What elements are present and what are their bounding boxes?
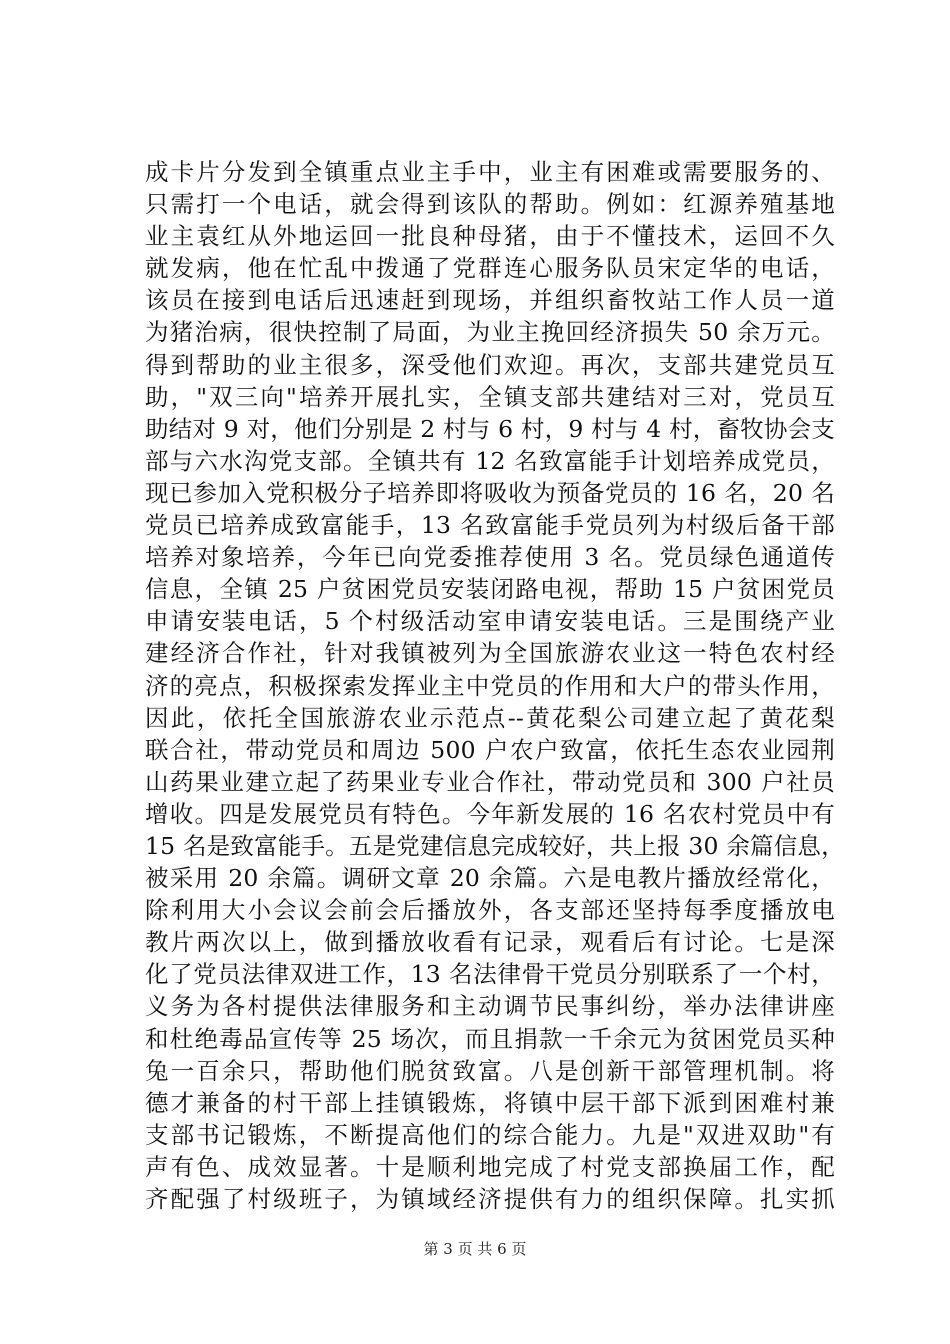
text-line: 现已参加入党积极分子培养即将吸收为预备党员的 16 名，20 名: [145, 478, 835, 507]
text-line: 建经济合作社，针对我镇被列为全国旅游农业这一特色农村经: [145, 639, 835, 668]
text-line: 除利用大小会议会前会后播放外，各支部还坚持每季度播放电: [145, 896, 835, 925]
text-line: 增收。四是发展党员有特色。今年新发展的 16 名农村党员中有: [145, 799, 835, 828]
text-line: 联合社，带动党员和周边 500 户农户致富，依托生态农业园荆: [145, 735, 835, 764]
text-line: 信息，全镇 25 户贫困党员安装闭路电视，帮助 15 户贫困党员: [145, 575, 835, 604]
text-line: 义务为各村提供法律服务和主动调节民事纠纷，举办法律讲座: [145, 992, 835, 1021]
text-line: 党员已培养成致富能手，13 名致富能手党员列为村级后备干部: [145, 511, 835, 540]
text-line: 申请安装电话，5 个村级活动室申请安装电话。三是围绕产业: [145, 607, 835, 636]
text-line: 就发病，他在忙乱中拨通了党群连心服务队员宋定华的电话，: [145, 254, 835, 283]
text-line: 部与六水沟党支部。全镇共有 12 名致富能手计划培养成党员，: [145, 446, 835, 475]
text-line: 教片两次以上，做到播放收看有记录，观看后有讨论。七是深: [145, 928, 835, 957]
text-line: 山药果业建立起了药果业专业合作社，带动党员和 300 户社员: [145, 767, 835, 796]
text-line: 德才兼备的村干部上挂镇锻炼，将镇中层干部下派到困难村兼: [145, 1088, 835, 1117]
text-line: 助，"双三向"培养开展扎实，全镇支部共建结对三对，党员互: [145, 382, 835, 411]
text-line: 为猪治病，很快控制了局面，为业主挽回经济损失 50 余万元。: [145, 318, 835, 347]
text-line: 齐配强了村级班子，为镇域经济提供有力的组织保障。扎实抓: [145, 1185, 835, 1213]
text-line: 培养对象培养，今年已向党委推荐使用 3 名。党员绿色通道传: [145, 543, 835, 572]
text-line: 声有色、成效显著。十是顺利地完成了村党支部换届工作，配: [145, 1152, 835, 1181]
text-line: 只需打一个电话，就会得到该队的帮助。例如：红源养殖基地: [145, 190, 835, 219]
text-line: 因此，依托全国旅游农业示范点--黄花梨公司建立起了黄花梨: [145, 703, 835, 732]
text-line: 业主袁红从外地运回一批良种母猪，由于不懂技术，运回不久: [145, 222, 835, 251]
body-text: [145, 156, 845, 1215]
text-line: 该员在接到电话后迅速赶到现场，并组织畜牧站工作人员一道: [145, 286, 835, 315]
text-line: 和杜绝毒品宣传等 25 场次，而且捐款一千余元为贫困党员买种: [145, 1024, 835, 1053]
text-line: 助结对 9 对，他们分别是 2 村与 6 村，9 村与 4 村，畜牧协会支: [145, 414, 835, 443]
text-line: 15 名是致富能手。五是党建信息完成较好，共上报 30 余篇信息，: [145, 831, 845, 860]
text-line: 支部书记锻炼，不断提高他们的综合能力。九是"双进双助"有: [145, 1120, 835, 1149]
text-line: 得到帮助的业主很多，深受他们欢迎。再次，支部共建党员互: [145, 350, 835, 379]
text-line: 被采用 20 余篇。调研文章 20 余篇。六是电教片播放经常化，: [145, 864, 835, 893]
page-footer: 第 3 页 共 6 页: [423, 1240, 527, 1258]
text-line: 成卡片分发到全镇重点业主手中，业主有困难或需要服务的、: [145, 158, 835, 186]
text-line: 济的亮点，积极探索发挥业主中党员的作用和大户的带头作用，: [145, 671, 835, 700]
text-line: 兔一百余只，帮助他们脱贫致富。八是创新干部管理机制。将: [145, 1056, 835, 1085]
text-line: 化了党员法律双进工作，13 名法律骨干党员分别联系了一个村，: [145, 960, 835, 989]
